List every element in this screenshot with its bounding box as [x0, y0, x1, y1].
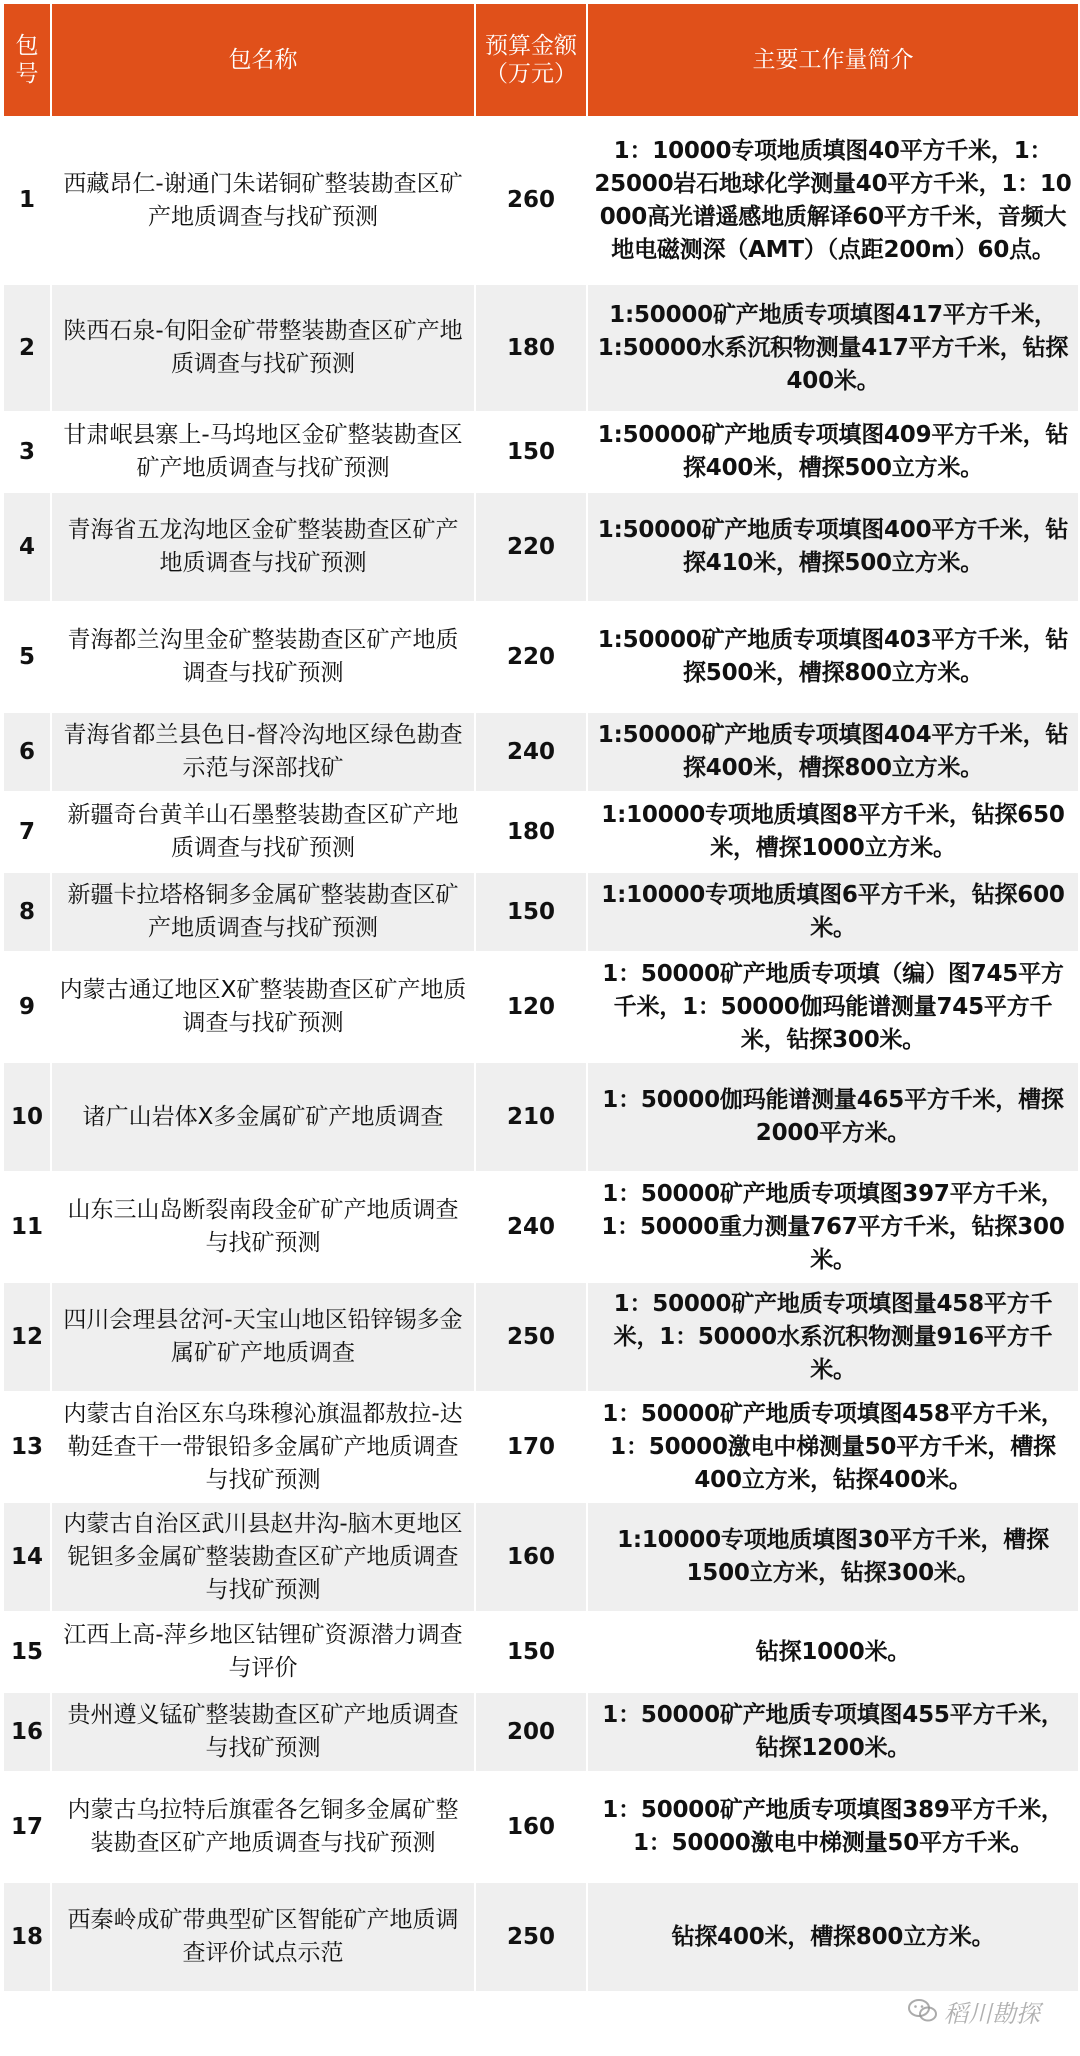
- table-row: [4, 1773, 1078, 1881]
- header-budget: 预算金额（万元）: [476, 4, 586, 116]
- table-row: [4, 793, 1078, 871]
- budget-cell: 180: [476, 793, 586, 871]
- budget-cell: 150: [476, 413, 586, 491]
- watermark: [908, 1994, 1076, 2028]
- package-name-cell: 内蒙古自治区东乌珠穆沁旗温都敖拉-达勒廷查干一带银铅多金属矿产地质调查与找矿预测: [52, 1393, 474, 1501]
- package-name-cell: 甘肃岷县寨上-马坞地区金矿整装勘查区矿产地质调查与找矿预测: [52, 413, 474, 491]
- package-no-cell: 10: [4, 1063, 50, 1171]
- table-row: [4, 1173, 1078, 1281]
- project-table: [2, 2, 1080, 1993]
- workload-cell: 1:10000专项地质填图6平方千米，钻探600米。: [588, 873, 1078, 951]
- budget-cell: 260: [476, 118, 586, 283]
- package-name-cell: 青海省五龙沟地区金矿整装勘查区矿产地质调查与找矿预测: [52, 493, 474, 601]
- package-no-cell: 18: [4, 1883, 50, 1991]
- header-package-name: 包名称: [52, 4, 474, 116]
- table-row: [4, 1613, 1078, 1691]
- table-row: [4, 1693, 1078, 1771]
- package-no-cell: 16: [4, 1693, 50, 1771]
- package-name-cell: 青海省都兰县色日-督冷沟地区绿色勘查示范与深部找矿: [52, 713, 474, 791]
- package-no-cell: 12: [4, 1283, 50, 1391]
- table-row: [4, 1393, 1078, 1501]
- table-row: [4, 413, 1078, 491]
- budget-cell: 200: [476, 1693, 586, 1771]
- budget-cell: 150: [476, 873, 586, 951]
- package-name-cell: 内蒙古通辽地区X矿整装勘查区矿产地质调查与找矿预测: [52, 953, 474, 1061]
- table-row: [4, 493, 1078, 601]
- table-row: [4, 603, 1078, 711]
- workload-cell: 1:50000矿产地质专项填图403平方千米，钻探500米，槽探800立方米。: [588, 603, 1078, 711]
- watermark-text: 稻川勘探: [944, 1999, 1040, 2028]
- workload-cell: 1：50000矿产地质专项填图397平方千米，1：50000重力测量767平方千米，钻探300米。: [588, 1173, 1078, 1281]
- budget-cell: 160: [476, 1773, 586, 1881]
- budget-cell: 250: [476, 1283, 586, 1391]
- package-no-cell: 3: [4, 413, 50, 491]
- package-name-cell: 内蒙古自治区武川县赵井沟-脑木更地区铌钽多金属矿整装勘查区矿产地质调查与找矿预测: [52, 1503, 474, 1611]
- table-row: [4, 713, 1078, 791]
- table-row: [4, 1883, 1078, 1991]
- budget-cell: 210: [476, 1063, 586, 1171]
- budget-cell: 180: [476, 285, 586, 411]
- workload-cell: 1:50000矿产地质专项填图409平方千米，钻探400米，槽探500立方米。: [588, 413, 1078, 491]
- workload-cell: 1：50000矿产地质专项填图389平方千米，1：50000激电中梯测量50平方千米。: [588, 1773, 1078, 1881]
- budget-cell: 220: [476, 603, 586, 711]
- package-name-cell: 西秦岭成矿带典型矿区智能矿产地质调查评价试点示范: [52, 1883, 474, 1991]
- budget-cell: 150: [476, 1613, 586, 1691]
- package-name-cell: 山东三山岛断裂南段金矿矿产地质调查与找矿预测: [52, 1173, 474, 1281]
- workload-cell: 钻探1000米。: [588, 1613, 1078, 1691]
- budget-cell: 170: [476, 1393, 586, 1501]
- package-no-cell: 9: [4, 953, 50, 1061]
- header-workload: 主要工作量简介: [588, 4, 1078, 116]
- table-row: [4, 1063, 1078, 1171]
- workload-cell: 1：50000伽玛能谱测量465平方千米，槽探2000平方米。: [588, 1063, 1078, 1171]
- package-name-cell: 贵州遵义锰矿整装勘查区矿产地质调查与找矿预测: [52, 1693, 474, 1771]
- package-no-cell: 7: [4, 793, 50, 871]
- budget-cell: 220: [476, 493, 586, 601]
- package-no-cell: 8: [4, 873, 50, 951]
- table-row: [4, 953, 1078, 1061]
- budget-cell: 120: [476, 953, 586, 1061]
- table-row: [4, 873, 1078, 951]
- package-no-cell: 1: [4, 118, 50, 283]
- package-no-cell: 5: [4, 603, 50, 711]
- table-row: [4, 285, 1078, 411]
- workload-cell: 1:50000矿产地质专项填图417平方千米，1:50000水系沉积物测量417平方千米，钻探400米。: [588, 285, 1078, 411]
- workload-cell: 1：50000矿产地质专项填（编）图745平方千米，1：50000伽玛能谱测量745平方千米，钻探300米。: [588, 953, 1078, 1061]
- workload-cell: 1：50000矿产地质专项填图455平方千米，钻探1200米。: [588, 1693, 1078, 1771]
- package-name-cell: 青海都兰沟里金矿整装勘查区矿产地质调查与找矿预测: [52, 603, 474, 711]
- package-name-cell: 西藏昂仁-谢通门朱诺铜矿整装勘查区矿产地质调查与找矿预测: [52, 118, 474, 283]
- package-name-cell: 四川会理县岔河-天宝山地区铅锌锡多金属矿矿产地质调查: [52, 1283, 474, 1391]
- package-no-cell: 4: [4, 493, 50, 601]
- budget-cell: 250: [476, 1883, 586, 1991]
- workload-cell: 1：10000专项地质填图40平方千米，1：25000岩石地球化学测量40平方千米，1：10 000高光谱遥感地质解译60平方千米，音频大地电磁测深（AMT）（点距200m）60点。: [588, 118, 1078, 283]
- package-name-cell: 陕西石泉-旬阳金矿带整装勘查区矿产地质调查与找矿预测: [52, 285, 474, 411]
- package-no-cell: 14: [4, 1503, 50, 1611]
- table-row: [4, 1503, 1078, 1611]
- package-name-cell: 内蒙古乌拉特后旗霍各乞铜多金属矿整装勘查区矿产地质调查与找矿预测: [52, 1773, 474, 1881]
- package-no-cell: 11: [4, 1173, 50, 1281]
- table-row: [4, 1283, 1078, 1391]
- budget-cell: 240: [476, 1173, 586, 1281]
- workload-cell: 1:10000专项地质填图30平方千米，槽探1500立方米，钻探300米。: [588, 1503, 1078, 1611]
- workload-cell: 1:10000专项地质填图8平方千米，钻探650米，槽探1000立方米。: [588, 793, 1078, 871]
- budget-cell: 160: [476, 1503, 586, 1611]
- workload-cell: 1:50000矿产地质专项填图400平方千米，钻探410米，槽探500立方米。: [588, 493, 1078, 601]
- package-no-cell: 6: [4, 713, 50, 791]
- workload-cell: 1：50000矿产地质专项填图量458平方千米，1：50000水系沉积物测量916平方千米。: [588, 1283, 1078, 1391]
- package-name-cell: 江西上高-萍乡地区钴锂矿资源潜力调查与评价: [52, 1613, 474, 1691]
- package-no-cell: 2: [4, 285, 50, 411]
- workload-cell: 1：50000矿产地质专项填图458平方千米，1：50000激电中梯测量50平方千米，槽探400立方米，钻探400米。: [588, 1393, 1078, 1501]
- header-package-no: 包号: [4, 4, 50, 116]
- package-name-cell: 新疆奇台黄羊山石墨整装勘查区矿产地质调查与找矿预测: [52, 793, 474, 871]
- package-no-cell: 15: [4, 1613, 50, 1691]
- package-no-cell: 13: [4, 1393, 50, 1501]
- package-name-cell: 新疆卡拉塔格铜多金属矿整装勘查区矿产地质调查与找矿预测: [52, 873, 474, 951]
- wechat-icon: [908, 1998, 938, 2024]
- header-row: [4, 4, 1078, 116]
- workload-cell: 1:50000矿产地质专项填图404平方千米，钻探400米，槽探800立方米。: [588, 713, 1078, 791]
- table-row: [4, 118, 1078, 283]
- workload-cell: 钻探400米，槽探800立方米。: [588, 1883, 1078, 1991]
- package-name-cell: 诸广山岩体X多金属矿矿产地质调查: [52, 1063, 474, 1171]
- budget-cell: 240: [476, 713, 586, 791]
- package-no-cell: 17: [4, 1773, 50, 1881]
